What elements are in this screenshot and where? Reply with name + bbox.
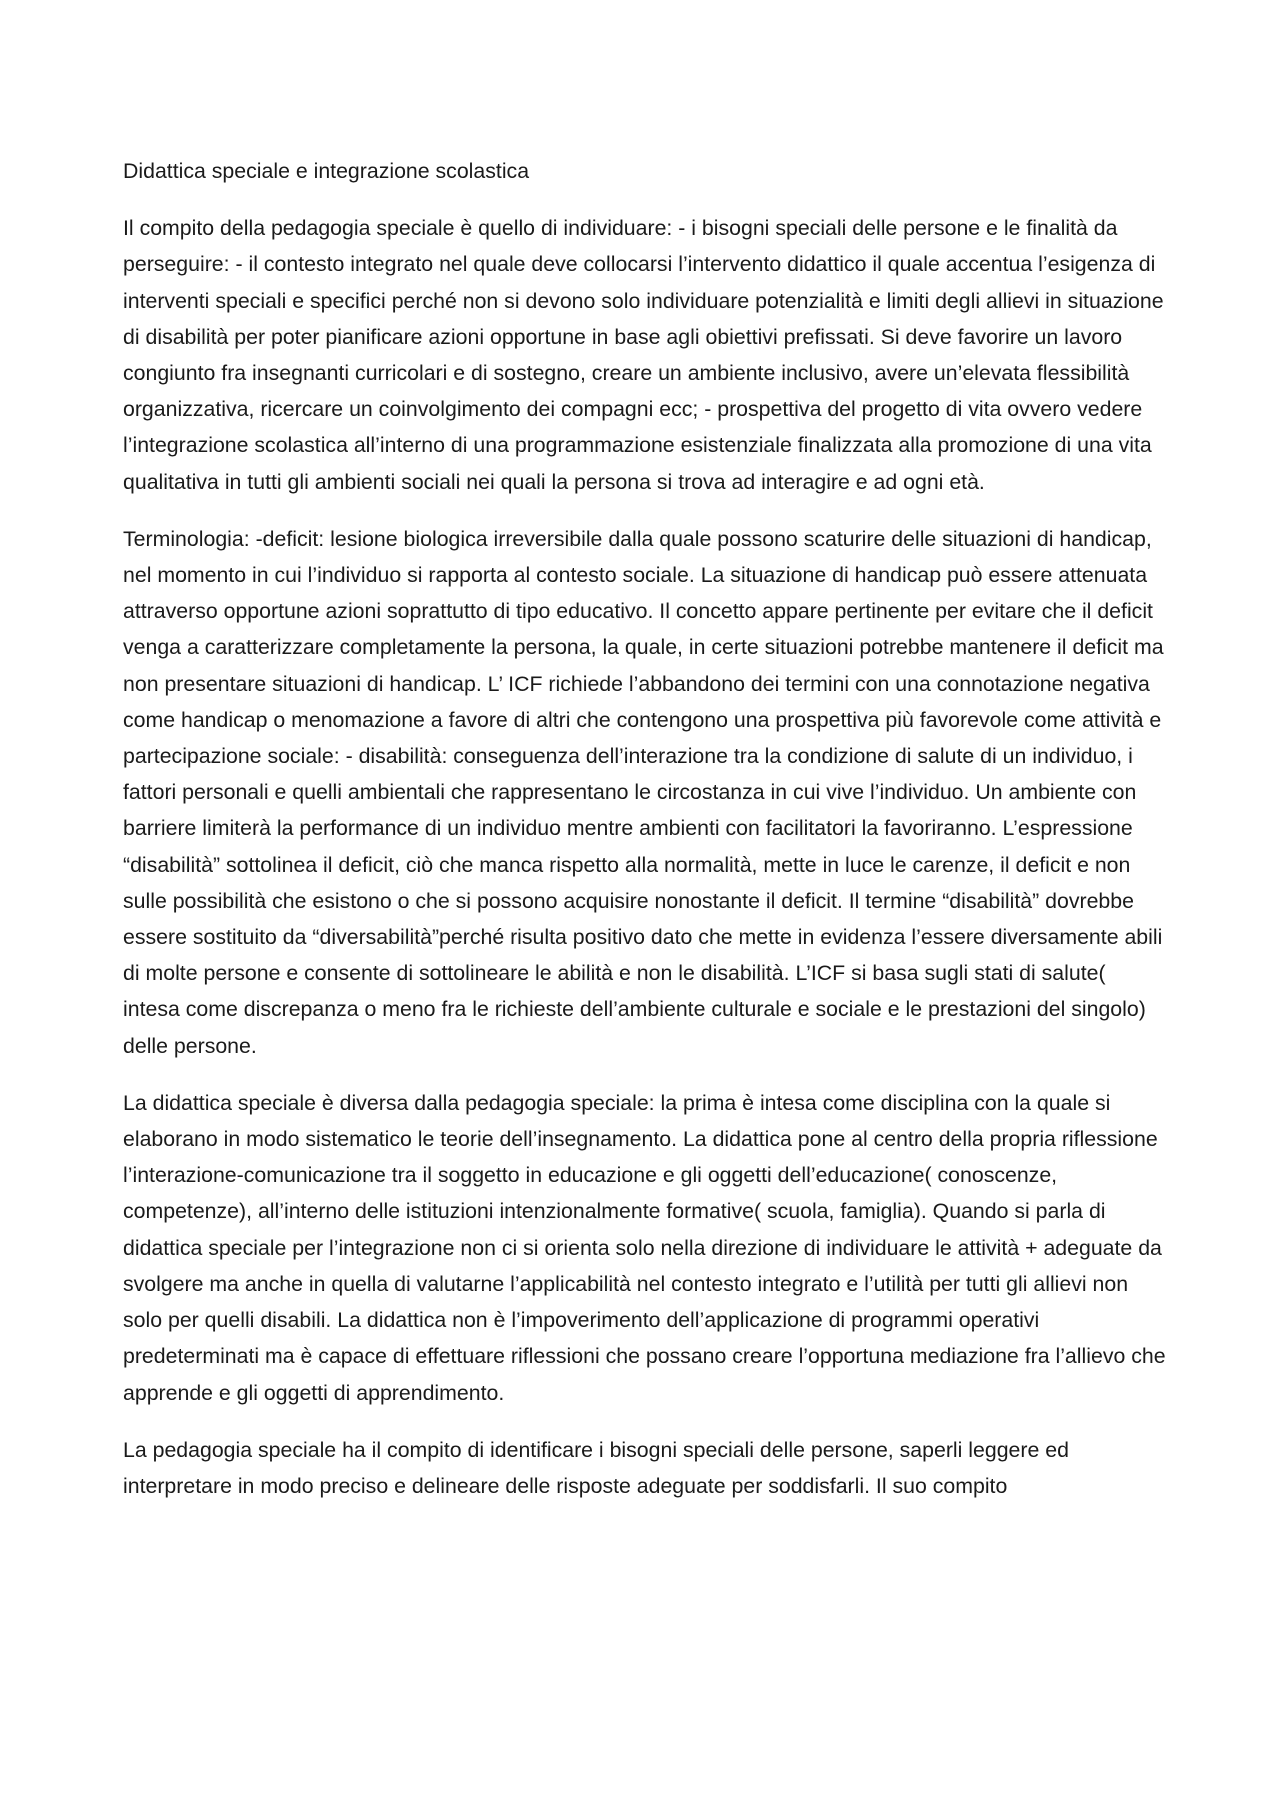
document-title: Didattica speciale e integrazione scolastica bbox=[123, 159, 530, 183]
paragraph-pedagogia-speciale-compito: Il compito della pedagogia speciale è quello di individuare: - i bisogni speciali delle persone e le finalità da perseguire: - il contesto integrato nel quale deve collocarsi l’intervento didattico il quale accentua l’esigenza di interventi speciali e specifici perché non si devono solo individuare potenzialità e limiti degli allievi in situazione di disabilità per poter pianificare azioni opportune in base agli obiettivi prefissati. Si deve favorire un lavoro congiunto fra insegnanti curricolari e di sostegno, creare un ambiente inclusivo, avere un’elevata flessibilità organizzativa, ricercare un coinvolgimento dei compagni ecc; - prospettiva del progetto di vita ovvero vedere l’integrazione scolastica all’interno di una programmazione esistenziale finalizzata alla promozione di una vita qualitativa in tutti gli ambienti sociali nei quali la persona si trova ad interagire e ad ogni età. bbox=[123, 216, 1164, 494]
document-body bbox=[123, 153, 1168, 1525]
paragraph-didattica-speciale: La didattica speciale è diversa dalla pedagogia speciale: la prima è intesa come disciplina con la quale si elaborano in modo sistematico le teorie dell’insegnamento. La didattica pone al centro della propria riflessione l’interazione-comunicazione tra il soggetto in educazione e gli oggetti dell’educazione( conoscenze, competenze), all’interno delle istituzioni intenzionalmente formative( scuola, famiglia). Quando si parla di didattica speciale per l’integrazione non ci si orienta solo nella direzione di individuare le attività + adeguate da svolgere ma anche in quella di valutarne l’applicabilità nel contesto integrato e l’utilità per tutti gli allievi non solo per quelli disabili. La didattica non è l’impoverimento dell’applicazione di programmi operativi predeterminati ma è capace di effettuare riflessioni che possano creare l’opportuna mediazione fra l’allievo che apprende e gli oggetti di apprendimento. bbox=[123, 1090, 1166, 1405]
paragraph-terminologia: Terminologia: -deficit: lesione biologica irreversibile dalla quale possono scaturire delle situazioni di handicap, nel momento in cui l’individuo si rapporta al contesto sociale. La situazione di handicap può essere attenuata attraverso opportune azioni soprattutto di tipo educativo. Il concetto appare pertinente per evitare che il deficit venga a caratterizzare completamente la persona, la quale, in certe situazioni potrebbe mantenere il deficit ma non presentare situazioni di handicap. L’ ICF richiede l’abbandono dei termini con una connotazione negativa come handicap o menomazione a favore di altri che contengono una prospettiva più favorevole come attività e partecipazione sociale: - disabilità: conseguenza dell’interazione tra la condizione di salute di un individuo, i fattori personali e quelli ambientali che rappresentano le circostanza in cui vive l’individuo. Un ambiente con barriere limiterà la performance di un individuo mentre ambienti con facilitatori la favoriranno. L’espressione “disabilità” sottolinea il deficit, ciò che manca rispetto alla normalità, mette in luce le carenze, il deficit e non sulle possibilità che esistono o che si possono acquisire nonostante il deficit. Il termine “disabilità” dovrebbe essere sostituito da “diversabilità”perché risulta positivo dato che mette in evidenza l’essere diversamente abili di molte persone e consente di sottolineare le abilità e non le disabilità. L’ICF si basa sugli stati di salute( intesa come discrepanza o meno fra le richieste dell’ambiente culturale e sociale e le prestazioni del singolo) delle persone. bbox=[123, 526, 1164, 1058]
paragraph-pedagogia-speciale-bisogni: La pedagogia speciale ha il compito di identificare i bisogni speciali delle persone, saperli leggere ed interpretare in modo preciso e delineare delle risposte adeguate per soddisfarli. Il suo compito bbox=[123, 1437, 1069, 1498]
